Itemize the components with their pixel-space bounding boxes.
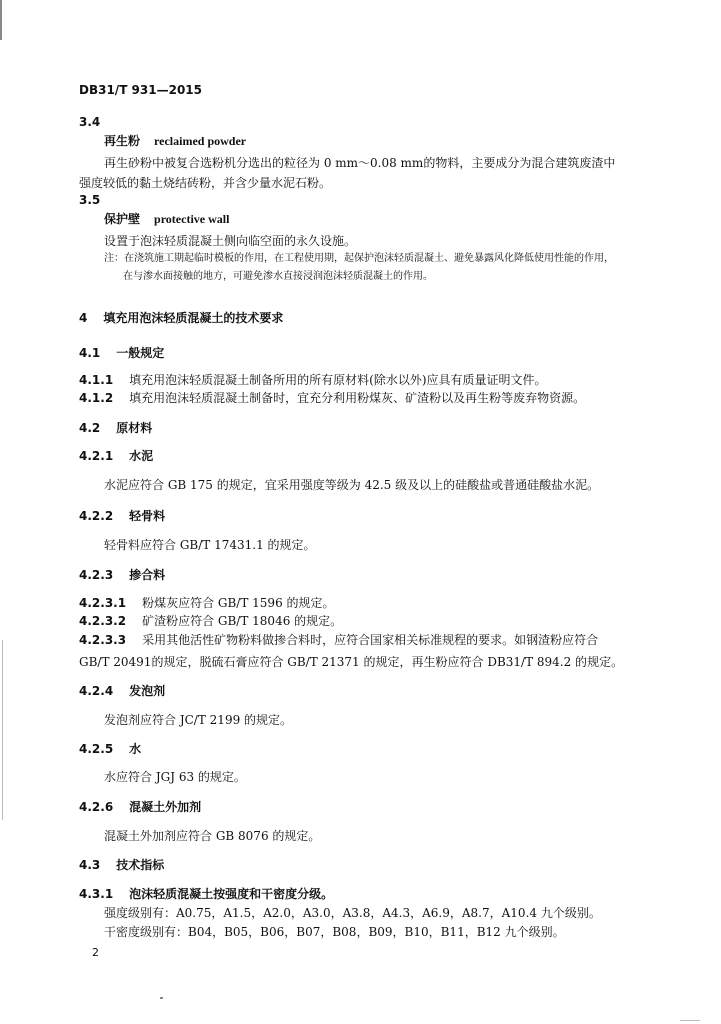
clause-number: 4.2.3.1: [79, 596, 127, 610]
clause-number: 3.5: [79, 193, 101, 207]
note-line: 注：在浇筑施工期起临时模板的作用，在工程使用期，起保护泡沫轻质混凝土、避免暴露风化降低使用性能的作用，: [104, 253, 614, 264]
subsection-heading: [79, 508, 165, 524]
paragraph: 发泡剂应符合 JC/T 2199 的规定。: [104, 713, 293, 727]
term-cn: 保护壁: [104, 212, 141, 226]
density-grades: 干密度级别有：B04，B05，B06，B07，B08，B09，B10，B11，B12 九个级别。: [104, 925, 565, 939]
section-title: 一般规定: [116, 346, 165, 360]
section-heading: [79, 345, 164, 361]
paragraph: 水泥应符合 GB 175 的规定，宜采用强度等级为 42.5 级及以上的硅酸盐或普通硅酸盐水泥。: [104, 478, 600, 492]
subsection-number: 4.2.6: [79, 800, 114, 814]
term-heading: [104, 133, 246, 149]
subsection-number: 4.2.3: [79, 568, 114, 582]
paragraph: 混凝土外加剂应符合 GB 8076 的规定。: [104, 829, 321, 843]
note-line: 在与渗水面接触的地方，可避免渗水直接浸润泡沫轻质混凝土的作用。: [123, 271, 433, 282]
clause-line: [79, 886, 333, 902]
subsection-number: 4.2.1: [79, 449, 114, 463]
clause-line: [79, 595, 335, 611]
section-title: 原材料: [116, 421, 153, 435]
scan-dot: [160, 997, 163, 999]
section-number: 4.1: [79, 346, 101, 360]
subsection-title: 水: [129, 742, 142, 756]
subsection-heading: [79, 741, 141, 757]
clause-text: 填充用泡沫轻质混凝土制备所用的所有原材料(除水以外)应具有质量证明文件。: [129, 373, 547, 387]
clause-number: 4.2.3.3: [79, 633, 127, 647]
clause-line: [79, 613, 342, 629]
clause-text: 采用其他活性矿物粉料做掺合料时，应符合国家相关标准规程的要求。如钢渣粉应符合: [142, 633, 599, 647]
definition-line: 强度较低的黏土烧结砖粉，并含少量水泥石粉。: [79, 176, 332, 190]
clause-line: [79, 390, 585, 406]
clause-number: 4.1.1: [79, 373, 114, 387]
term-cn: 再生粉: [104, 134, 141, 148]
clause-line: GB/T 20491的规定，脱硫石膏应符合 GB/T 21371 的规定，再生粉应符合 DB31/T 894.2 的规定。: [79, 655, 624, 669]
definition-line: 设置于泡沫轻质混凝土侧向临空面的永久设施。: [104, 234, 357, 248]
clause-line: [79, 632, 598, 648]
subsection-number: 4.2.2: [79, 509, 114, 523]
definition-line: 再生砂粉中被复合选粉机分选出的粒径为 0 mm～0.08 mm的物料，主要成分为混合建筑废渣中: [104, 156, 616, 170]
scan-edge-mark: [680, 1020, 700, 1021]
term-en: protective wall: [154, 212, 230, 226]
section-number: 4.2: [79, 421, 101, 435]
subsection-heading: [79, 448, 153, 464]
scan-edge-mark: [2, 640, 3, 820]
page-number: 2: [92, 946, 99, 959]
clause-text: 泡沫轻质混凝土按强度和干密度分级。: [129, 887, 334, 901]
clause-text: 矿渣粉应符合 GB/T 18046 的规定。: [142, 614, 343, 628]
subsection-title: 混凝土外加剂: [129, 800, 202, 814]
term-heading: [104, 211, 229, 227]
subsection-title: 掺合料: [129, 568, 166, 582]
subsection-number: 4.2.4: [79, 684, 114, 698]
subsection-number: 4.2.5: [79, 742, 114, 756]
paragraph: 轻骨料应符合 GB/T 17431.1 的规定。: [104, 538, 316, 552]
chapter-title: 填充用泡沫轻质混凝土的技术要求: [103, 311, 284, 325]
subsection-title: 发泡剂: [129, 684, 166, 698]
scan-edge-mark: [0, 0, 2, 40]
section-title: 技术指标: [116, 858, 165, 872]
clause-number: 4.2.3.2: [79, 614, 127, 628]
clause-number: 3.4: [79, 115, 101, 129]
paragraph: 水应符合 JGJ 63 的规定。: [104, 770, 246, 784]
subsection-title: 水泥: [129, 449, 154, 463]
subsection-heading: [79, 567, 165, 583]
section-heading: [79, 420, 152, 436]
subsection-heading: [79, 799, 201, 815]
clause-number: 4.1.2: [79, 391, 114, 405]
chapter-number: 4: [79, 311, 88, 325]
subsection-title: 轻骨料: [129, 509, 166, 523]
subsection-heading: [79, 683, 165, 699]
document-code: DB31/T 931—2015: [79, 83, 202, 97]
section-heading: [79, 857, 164, 873]
clause-text: 粉煤灰应符合 GB/T 1596 的规定。: [142, 596, 335, 610]
clause-number: 4.3.1: [79, 887, 114, 901]
term-en: reclaimed powder: [154, 134, 247, 148]
clause-line: [79, 372, 547, 388]
chapter-heading: [79, 310, 283, 326]
strength-grades: 强度级别有：A0.75，A1.5，A2.0，A3.0，A3.8，A4.3，A6.9，A8.7，A10.4 九个级别。: [104, 906, 601, 920]
clause-text: 填充用泡沫轻质混凝土制备时，宜充分利用粉煤灰、矿渣粉以及再生粉等废弃物资源。: [129, 391, 586, 405]
section-number: 4.3: [79, 858, 101, 872]
